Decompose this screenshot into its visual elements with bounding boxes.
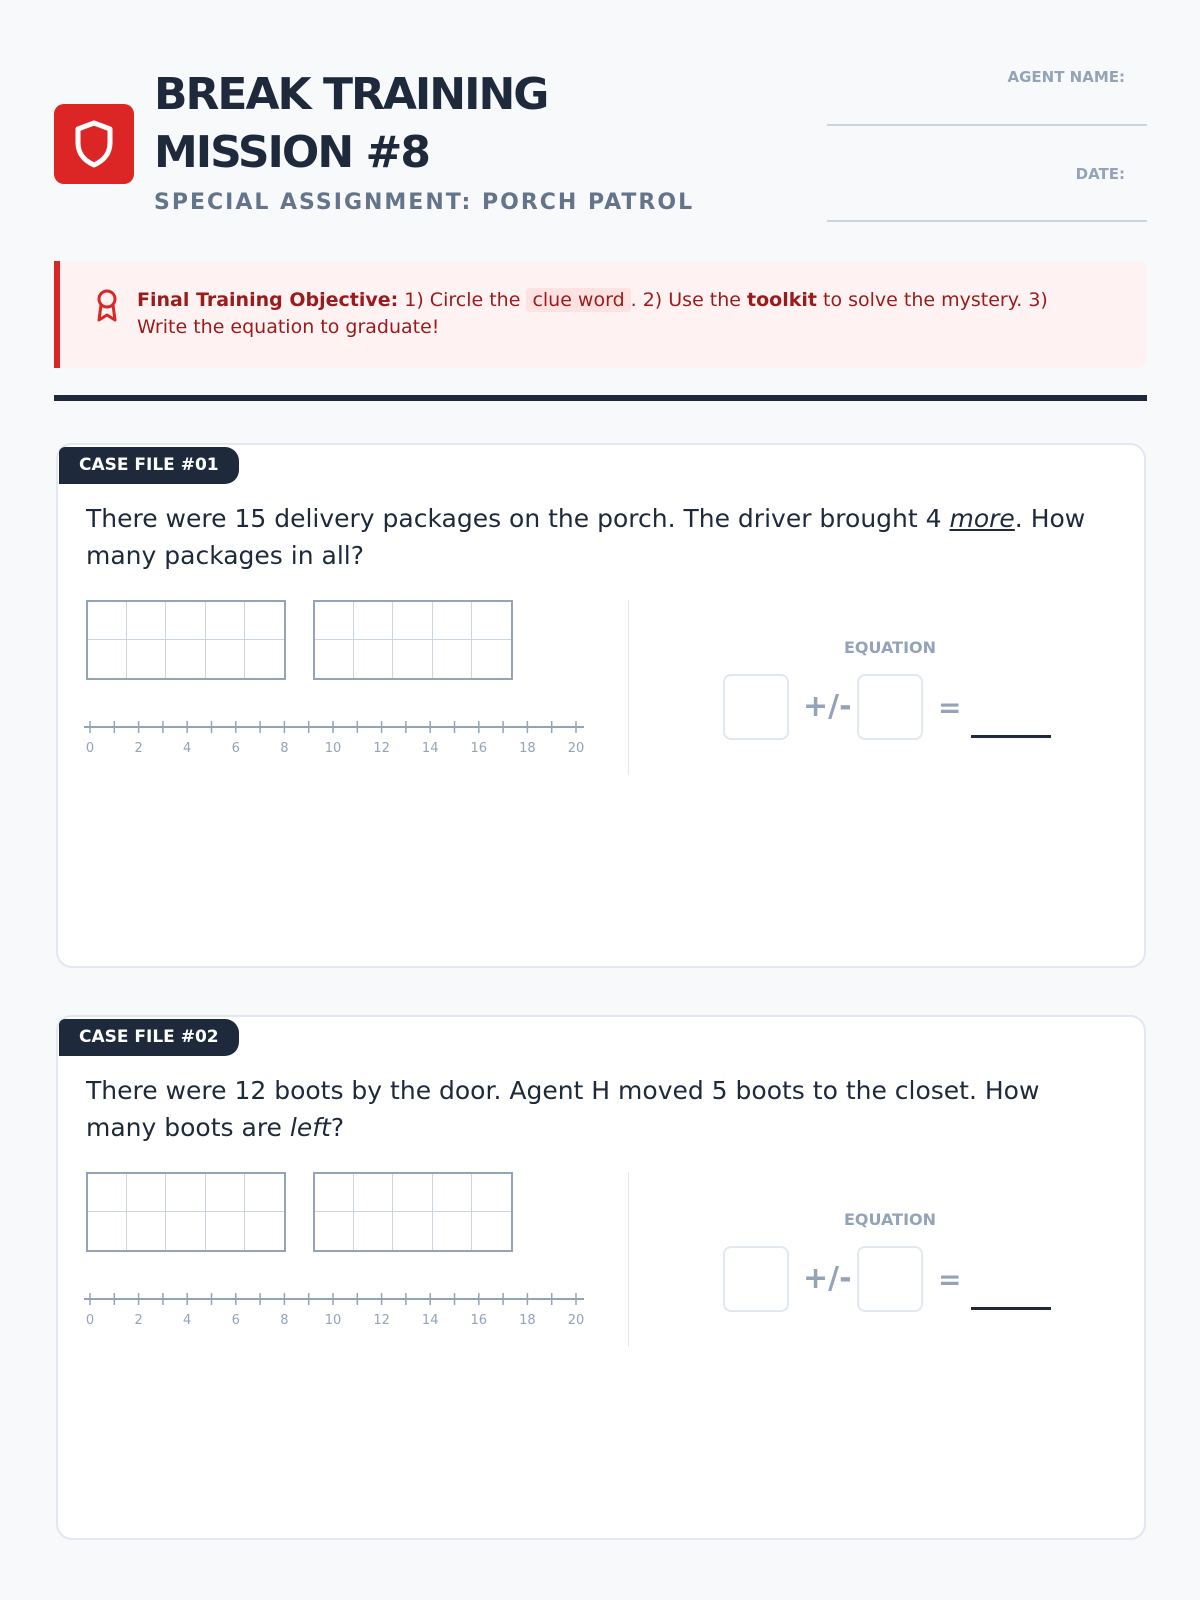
case-tag: CASE FILE #02: [59, 1019, 239, 1056]
case-tag: CASE FILE #01: [59, 447, 239, 484]
ten-frame-cell[interactable]: [315, 602, 354, 640]
ten-frame-cell[interactable]: [245, 1174, 284, 1212]
ten-frame-cell[interactable]: [433, 1174, 472, 1212]
date-field[interactable]: [827, 220, 1147, 222]
ten-frame-cell[interactable]: [315, 1212, 354, 1250]
ten-frame-cell[interactable]: [354, 602, 393, 640]
logo-badge: [54, 104, 134, 184]
ten-frame-cell[interactable]: [393, 1174, 432, 1212]
operator-sign: +/-: [803, 1261, 852, 1296]
number-line-label: 0: [85, 741, 95, 753]
number-line[interactable]: [84, 1285, 584, 1325]
number-line-label: 10: [324, 1313, 342, 1325]
number-line-label: 12: [373, 1313, 390, 1325]
objective-heading: Final Training Objective:: [137, 289, 399, 311]
number-line-label: 6: [231, 741, 240, 753]
ten-frame-cell[interactable]: [315, 640, 354, 678]
number-line-label: 4: [183, 1313, 192, 1325]
number-line-label: 0: [85, 1313, 95, 1325]
objective-part-2: . 2) Use the: [630, 289, 741, 311]
equation-box-second[interactable]: [857, 674, 923, 740]
ten-frame-cell[interactable]: [166, 1174, 205, 1212]
problem-text: [86, 500, 1106, 574]
equals-sign: =: [938, 1263, 962, 1296]
problem-before: There were 12 boots by the door. Agent H moved 5 boots to the closet. How many boots are: [86, 1076, 1040, 1142]
number-line-label: 8: [280, 1313, 289, 1325]
ten-frame-cell[interactable]: [472, 1174, 511, 1212]
ten-frame-cell[interactable]: [166, 640, 205, 678]
number-line-label: 4: [183, 741, 192, 753]
answer-line[interactable]: [971, 735, 1051, 738]
equation-box-first[interactable]: [723, 1246, 789, 1312]
title-line-2: MISSION #8: [154, 127, 429, 178]
case-card-1: [56, 443, 1146, 968]
case-card-2: [56, 1015, 1146, 1540]
ten-frame-cell[interactable]: [393, 602, 432, 640]
problem-text: [86, 1072, 1106, 1146]
ten-frame-cell[interactable]: [88, 1212, 127, 1250]
ten-frame[interactable]: [86, 1172, 286, 1252]
number-line-label: 2: [134, 741, 143, 753]
number-line-label: 2: [134, 1313, 143, 1325]
equation-label: EQUATION: [844, 1210, 937, 1229]
ten-frame-cell[interactable]: [245, 1212, 284, 1250]
clue-word[interactable]: more: [949, 504, 1015, 533]
objective-part-3: to solve the mystery. 3) Write the equation to graduate!: [137, 289, 1048, 338]
ten-frame-cell[interactable]: [206, 1174, 245, 1212]
column-separator: [628, 600, 629, 775]
operator-sign: +/-: [803, 689, 852, 724]
agent-name-label: AGENT NAME:: [1007, 68, 1125, 86]
ten-frame-cell[interactable]: [472, 640, 511, 678]
ten-frames: [86, 1172, 513, 1252]
number-line-label: 6: [231, 1313, 240, 1325]
number-line-label: 20: [567, 1313, 584, 1325]
objective-part-1: 1) Circle the: [404, 289, 521, 311]
number-line-label: 10: [324, 741, 342, 753]
ten-frame-cell[interactable]: [127, 640, 166, 678]
ten-frame-cell[interactable]: [472, 602, 511, 640]
ten-frame-cell[interactable]: [354, 1212, 393, 1250]
ten-frame-cell[interactable]: [88, 1174, 127, 1212]
ten-frame-cell[interactable]: [88, 602, 127, 640]
ten-frame-cell[interactable]: [127, 602, 166, 640]
ten-frame[interactable]: [313, 1172, 513, 1252]
ten-frame-cell[interactable]: [127, 1174, 166, 1212]
ten-frame-cell[interactable]: [315, 1174, 354, 1212]
ten-frame-cell[interactable]: [166, 602, 205, 640]
problem-before: There were 15 delivery packages on the porch. The driver brought 4: [86, 504, 950, 533]
ten-frame-cell[interactable]: [166, 1212, 205, 1250]
equation-label: EQUATION: [844, 638, 937, 657]
equation-box-second[interactable]: [857, 1246, 923, 1312]
ten-frames: [86, 600, 513, 680]
ten-frame[interactable]: [86, 600, 286, 680]
award-ribbon-icon: [96, 289, 118, 323]
ten-frame-cell[interactable]: [472, 1212, 511, 1250]
number-line-label: 16: [470, 1313, 488, 1325]
problem-after: . How many packages in all?: [86, 504, 1086, 570]
number-line-label: 14: [421, 1313, 439, 1325]
number-line[interactable]: [84, 713, 584, 753]
ten-frame-cell[interactable]: [393, 640, 432, 678]
ten-frame-cell[interactable]: [433, 602, 472, 640]
problem-after: ?: [330, 1113, 345, 1142]
ten-frame-cell[interactable]: [206, 640, 245, 678]
clue-word[interactable]: left: [289, 1113, 331, 1142]
answer-line[interactable]: [971, 1307, 1051, 1310]
ten-frame-cell[interactable]: [206, 602, 245, 640]
ten-frame-cell[interactable]: [245, 640, 284, 678]
number-line-label: 18: [519, 1313, 536, 1325]
date-label: DATE:: [1075, 165, 1125, 183]
ten-frame-cell[interactable]: [433, 1212, 472, 1250]
agent-name-field[interactable]: [827, 124, 1147, 126]
ten-frame-cell[interactable]: [354, 1174, 393, 1212]
objective-text: [137, 287, 1097, 341]
ten-frame-cell[interactable]: [245, 602, 284, 640]
page-subtitle: SPECIAL ASSIGNMENT: PORCH PATROL: [154, 190, 695, 215]
section-divider: [54, 395, 1147, 401]
number-line-label: 16: [470, 741, 488, 753]
ten-frame-cell[interactable]: [127, 1212, 166, 1250]
column-separator: [628, 1172, 629, 1347]
objective-banner: [54, 261, 1147, 368]
equation-box-first[interactable]: [723, 674, 789, 740]
equals-sign: =: [938, 691, 962, 724]
number-line-label: 12: [373, 741, 390, 753]
ten-frame-cell[interactable]: [354, 640, 393, 678]
ten-frame-cell[interactable]: [433, 640, 472, 678]
page-title: [154, 66, 774, 182]
number-line-label: 14: [421, 741, 439, 753]
shield-icon: [72, 119, 116, 169]
ten-frame-cell[interactable]: [393, 1212, 432, 1250]
number-line-label: 8: [280, 741, 289, 753]
clue-word-chip: clue word: [526, 288, 630, 312]
number-line-label: 18: [519, 741, 536, 753]
toolkit-word: toolkit: [747, 289, 817, 311]
ten-frame-cell[interactable]: [206, 1212, 245, 1250]
number-line-label: 20: [567, 741, 584, 753]
ten-frame-cell[interactable]: [88, 640, 127, 678]
title-line-1: BREAK TRAINING: [154, 69, 548, 120]
ten-frame[interactable]: [313, 600, 513, 680]
